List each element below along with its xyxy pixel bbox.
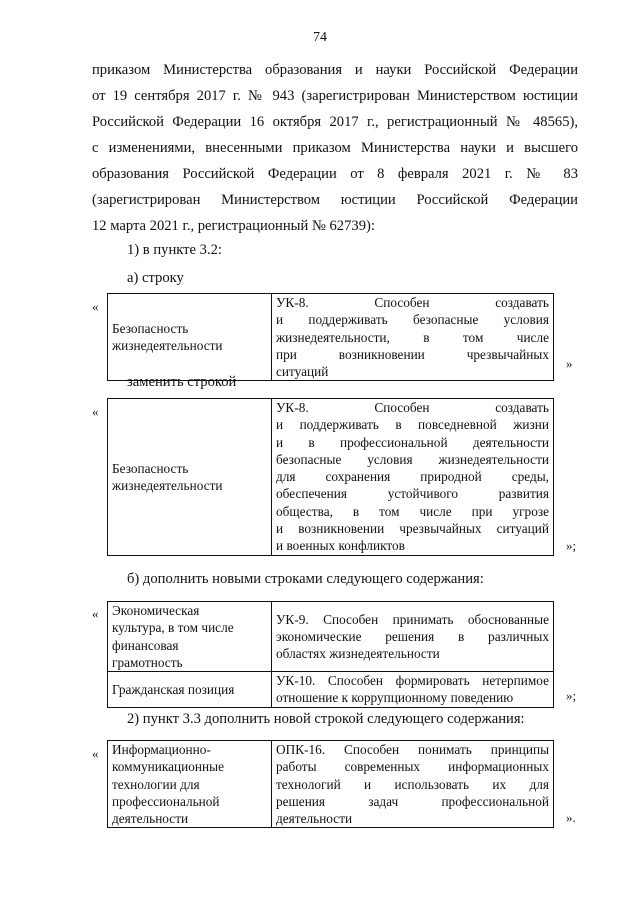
competence-line: и в профессиональной деятельности: [276, 434, 549, 450]
open-quote: «: [92, 606, 99, 621]
competence-line: при возникновении чрезвычайных: [276, 346, 549, 362]
close-quote: »: [566, 356, 573, 371]
name-line: деятельности: [112, 811, 189, 827]
competence-line: обеспечения устойчивого развития: [276, 486, 549, 502]
name-line: Экономическая: [112, 603, 200, 618]
name-line: профессиональной: [112, 793, 220, 809]
discipline-name: [108, 741, 272, 828]
competence-line: решения задач профессиональной: [276, 793, 549, 809]
competence-cell: [272, 294, 554, 381]
name-line: коммуникационные: [112, 759, 224, 775]
text-line: с изменениями, внесенными приказом Министерства науки и высшего: [92, 140, 578, 156]
competence-line: для сохранения природной среды,: [276, 469, 549, 485]
close-quote: »;: [566, 688, 577, 703]
competence-line: УК-8. Способен создавать: [276, 400, 549, 415]
competence-line: экономические решения в различных: [276, 628, 549, 644]
open-quote: «: [92, 746, 99, 761]
competence-line: и поддерживать в повседневной жизни: [276, 417, 549, 433]
competence-cell: [272, 672, 554, 708]
competence-line: общества, в том числе при угрозе: [276, 503, 549, 519]
item-2: 2) пункт 3.3 дополнить новой строкой следующего содержания:: [127, 711, 525, 727]
competence-line: и возникновении чрезвычайных ситуаций: [276, 521, 549, 537]
page-number: 74: [313, 30, 327, 45]
name-line: грамотность: [112, 654, 183, 670]
text-line: 12 марта 2021 г., регистрационный № 62739):: [92, 218, 375, 234]
discipline-name-text: Безопасность жизнедеятельности: [112, 460, 223, 493]
discipline-name: [108, 672, 272, 708]
competence-line: УК-10. Способен формировать нетерпимое: [276, 673, 549, 689]
competence-line: ситуаций: [276, 364, 329, 380]
close-quote: ».: [566, 810, 576, 825]
text-line: Российской Федерации 16 октября 2017 г., регистрационный № 48565),: [92, 114, 578, 130]
replace-with-label: заменить строкой: [127, 374, 237, 390]
table-row: [108, 602, 554, 672]
item-1b: б) дополнить новыми строками следующего содержания:: [127, 571, 484, 587]
name-line: технологии для: [112, 776, 200, 792]
name-line: финансовая: [112, 637, 179, 653]
name-line: культура, в том числе: [112, 620, 234, 636]
competence-line: и поддерживать безопасные условия: [276, 312, 549, 328]
table-row: [108, 672, 554, 708]
competence-cell: [272, 399, 554, 556]
text-line: от 19 сентября 2017 г. № 943 (зарегистрирован Министерством юстиции: [92, 88, 578, 104]
competence-line: безопасные условия жизнедеятельности: [276, 451, 549, 467]
competence-cell: [272, 602, 554, 672]
competence-cell: [272, 741, 554, 828]
text-line: приказом Министерства образования и науки Российской Федерации: [92, 62, 578, 78]
competence-line: отношение к коррупционному поведению: [276, 690, 514, 706]
competence-line: жизнедеятельности, в том числе: [276, 329, 549, 345]
table-new-rows: [107, 601, 554, 708]
text-line: (зарегистрирован Министерством юстиции Российской Федерации: [92, 192, 578, 208]
competence-line: УК-8. Способен создавать: [276, 295, 549, 310]
competence-line: технологий и использовать их для: [276, 776, 549, 792]
open-quote: «: [92, 299, 99, 314]
discipline-name: [108, 399, 272, 556]
competence-line: работы современных информационных: [276, 759, 549, 775]
item-1a: а) строку: [127, 270, 184, 286]
open-quote: «: [92, 404, 99, 419]
name-line: Информационно-: [112, 742, 211, 757]
discipline-name-text: Безопасность жизнедеятельности: [112, 320, 223, 354]
competence-line: и военных конфликтов: [276, 538, 405, 554]
item-1: 1) в пункте 3.2:: [127, 242, 222, 258]
discipline-name: [108, 602, 272, 672]
close-quote: »;: [566, 538, 577, 553]
text-line: образования Российской Федерации от 8 февраля 2021 г. № 83: [92, 166, 578, 182]
name-line: Гражданская позиция: [112, 681, 235, 697]
discipline-name: [108, 294, 272, 381]
intro-paragraph: [92, 57, 578, 239]
table-new-row: [107, 740, 554, 828]
competence-line: УК-9. Способен принимать обоснованные: [276, 611, 549, 627]
table-row-replacement: [107, 398, 554, 556]
table-row-original: [107, 293, 554, 381]
competence-line: ОПК-16. Способен понимать принципы: [276, 742, 549, 757]
competence-line: областях жизнедеятельности: [276, 646, 440, 662]
competence-line: деятельности: [276, 811, 353, 827]
